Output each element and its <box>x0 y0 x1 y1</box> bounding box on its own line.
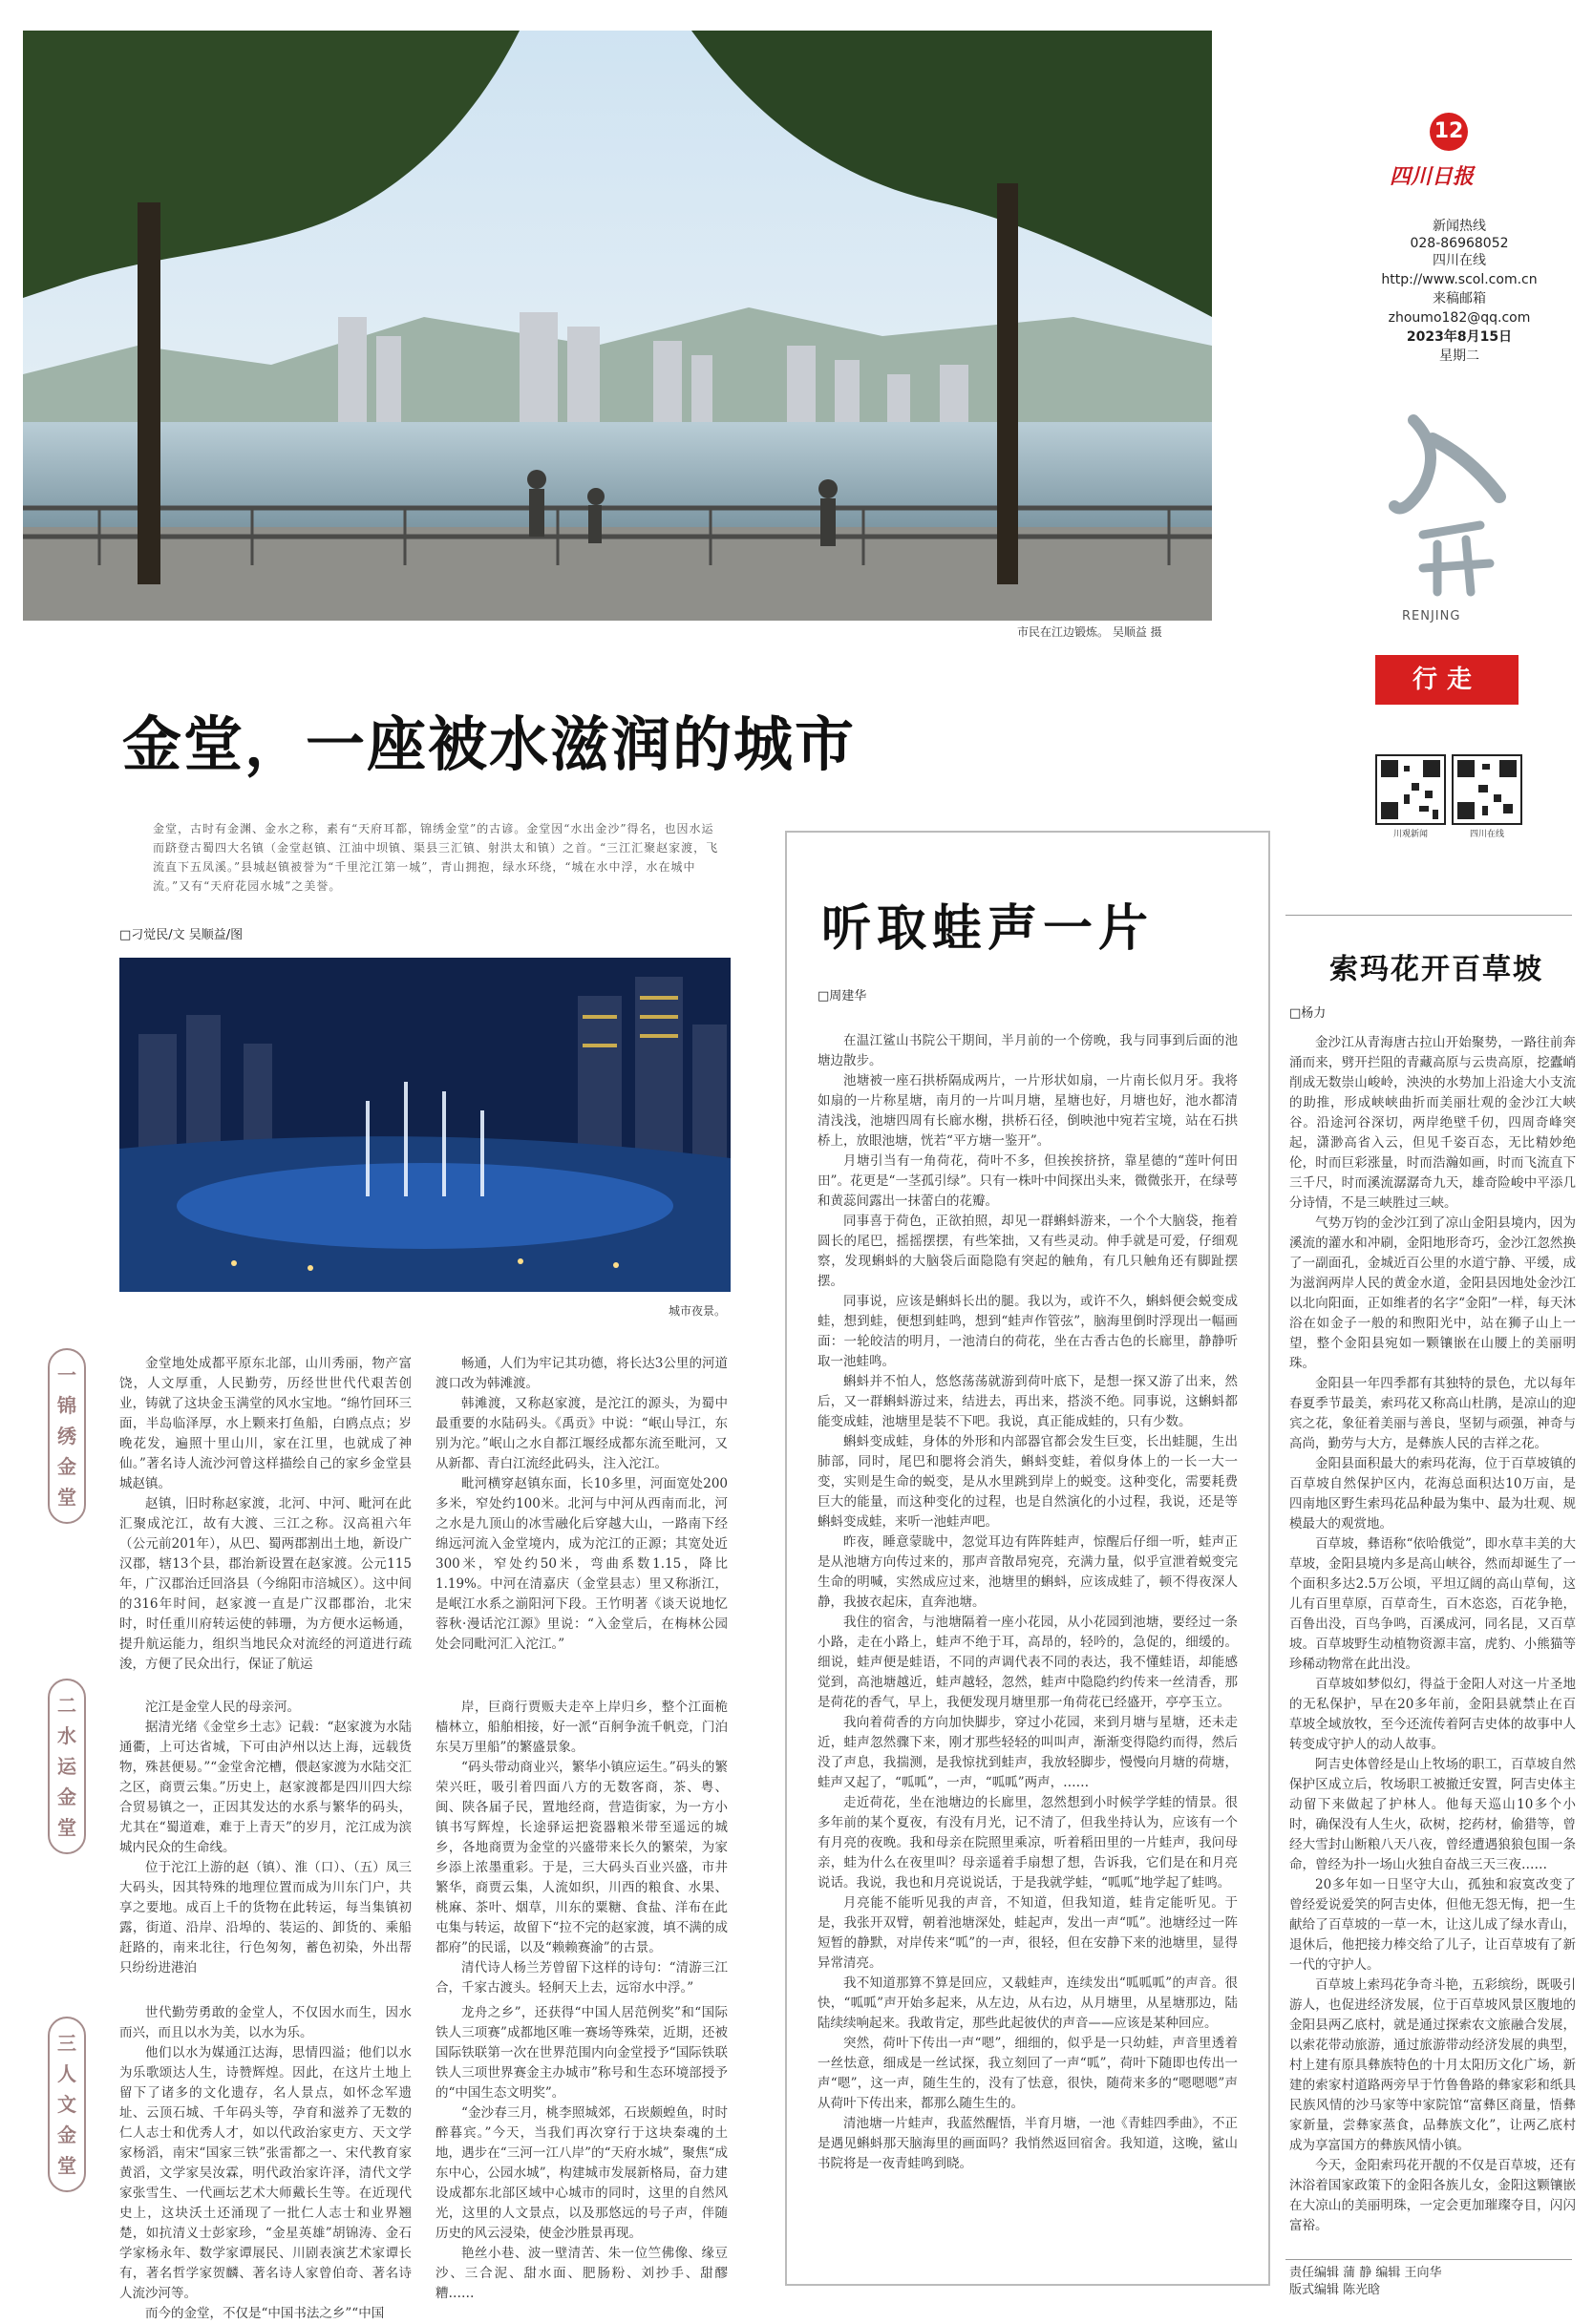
section-tag-char: 一 <box>57 1363 76 1386</box>
section-tag-char: 二 <box>57 1694 76 1717</box>
section-tag-char: 堂 <box>57 1486 76 1509</box>
paragraph: 位于沱江上游的赵（镇）、淮（口）、（五）凤三大码头，因其特殊的地理位置而成为川东门户，共享之要地。成百上千的货物在此转运，每当集镇初露，街道、沿岸、沿埠的、装运的、卸货的、乘船赶路的，南来北往，行色匆匆，蓄色初染，外出帮只纷纷进港泊 <box>119 1860 412 1975</box>
paragraph: 池塘被一座石拱桥隔成两片，一片形状如扇，一片南长似月牙。我将如扇的一片称星塘，南月的一片叫月塘，星塘也好，月塘也好，池水都清清浅浅，池塘四周有长廊水榭，拱桥石径，倒映池中宛若宝境，站在石拱桥上，放眼池塘，恍若“平方塘一鉴开”。 <box>818 1073 1238 1149</box>
hotline-label: 新闻热线 <box>1433 219 1486 234</box>
paragraph: 走近荷花，坐在池塘边的长廊里，忽然想到小时候学学蛙的情景。很多年前的某个夏夜，有没有月光，记不清了，但我坐持认为，应该有一个有月亮的夜晚。我和母亲在院照里乘凉，听着稻田里的一片蛙声，我问母亲，蛙为什么在夜里叫？母亲遥着手扇想了想，告诉我，它们是在和月亮说话。我说，我也和月亮说说话，于是我就学蛙，“呱呱”地学起了蛙鸣。 <box>818 1795 1238 1891</box>
paragraph: 突然，荷叶下传出一声“嗯”，细细的，似乎是一只幼蛙，声音里透着一丝怯意，细成是一丝试探，我立刻回了一声“呱”，荷叶下随即也传出一声“嗯”，这一声，随生生的，没有了怯意，很快，随荷来多的“嗯嗯嗯”声从荷叶下传出来，都那么随生生的。 <box>818 2036 1238 2111</box>
qr-label-chuanguan: 川观新闻 <box>1392 830 1428 839</box>
paragraph: 金阳县面积最大的索玛花海，位于百草坡镇的百草坡自然保护区内，花海总面积达10万亩，是四南地区野生索玛花品种最为集中、最为壮观、规模最大的观赏地。 <box>1289 1456 1576 1532</box>
section-tag-char: 绣 <box>57 1425 76 1447</box>
section-tag-1 <box>48 1348 86 1524</box>
night-caption: 城市夜景。 <box>669 1304 727 1318</box>
paragraph: 岸，巨商行贾贩夫走卒上岸归乡，整个江面桅樯林立，船舶相接，好一派“百舸争流千帆竞，门泊东吴万里船”的繁盛景象。 <box>435 1700 728 1755</box>
article-byline: □刁觉民/文 吴顺益/图 <box>119 928 244 942</box>
paragraph: 我不知道那算不算是回应，又载蛙声，连续发出“呱呱呱”的声音。很快，“呱呱”声开始多起来，从左边，从右边，从月塘里，从星塘那边，陆陆续续响起来。我敢肯定，那些此起彼伏的声音——应该是某种回应。 <box>818 1975 1238 2031</box>
frog-article-byline: □周建华 <box>818 989 867 1004</box>
section-tag-char: 运 <box>57 1755 76 1778</box>
main-headline: 金堂，一座被水滋润的城市 <box>122 709 857 779</box>
article-lead: 金堂，古时有金渊、金水之称，素有“天府耳都，锦绣金堂”的古谚。金堂因“水出金沙”得名，也因水运而跻登古蜀四大名镇（金堂赵镇、江油中坝镇、渠县三汇镇、射洪太和镇）之首。“三江汇聚赵家渡，飞流直下五凤溪。”县城赵镇被誉为“千里沱江第一城”，青山拥抱，绿水环绕，“城在水中浮，水在城中流。”又有“天府花园水城”之美誉。 <box>153 822 719 893</box>
section-tag-char: 金 <box>57 1785 76 1808</box>
qr-label-scol: 四川在线 <box>1469 830 1504 839</box>
section-tag-char: 金 <box>57 1455 76 1478</box>
column-badge: 行走 <box>1375 655 1519 705</box>
suoma-top-rule <box>1285 915 1572 916</box>
editors-line-2: 版式编辑 陈光晗 <box>1289 2283 1381 2297</box>
online-label: 四川在线 <box>1433 253 1486 268</box>
suoma-article-title: 索玛花开百草坡 <box>1329 953 1543 986</box>
paragraph: 同事喜于荷色，正欲拍照，却见一群蝌蚪游来，一个个大脑袋，拖着圆长的尾巴，摇摇摆摆，有些笨拙，又有些灵动。伸手就是可爱，仔细观察，发现蝌蚪的大脑袋后面隐隐有突起的触角，有几只触角还有脚趾摆摆。 <box>818 1214 1238 1289</box>
email-label: 来稿邮箱 <box>1433 291 1486 306</box>
qr-code-icon <box>1454 756 1520 823</box>
paragraph: 气势万钧的金沙江到了凉山金阳县境内，因为溪流的灌水和冲刷，金阳地形奇巧，金沙江忽然换了一副面孔，金城近百公里的水道宁静、平缓，成为滋润两岸人民的黄金水道，金阳县因地处金沙江以北向阳面，正如维者的名字“金阳”一样，每天沐浴在如金子一般的和煦阳光中，站在狮子山上一望，整个金阳县宛如一颗镶嵌在山腰上的美丽明珠。 <box>1289 1215 1576 1371</box>
section-3-col-left <box>119 2003 412 2321</box>
section-tag-3 <box>48 2017 86 2192</box>
frog-article-body <box>818 1031 1238 2269</box>
paragraph: 月塘引当有一角荷花，荷叶不多，但挨挨挤挤，靠星德的“莲叶何田田”。花更是“一茎孤引绿”。只有一株叶中间探出头来，微微张开，在绿萼和黄蕊间露出一抹蕾白的花瓣。 <box>818 1153 1238 1209</box>
section-title-en: RENJING <box>1402 609 1461 623</box>
paragraph: 清代诗人杨兰芳曾留下这样的诗句：“清游三江合，千家古渡头。轻舸天上去，远帘水中浮。” <box>435 1960 728 1996</box>
paragraph: 20多年如一日坚守大山，孤独和寂寞改变了曾经爱说爱笑的阿吉史体，但他无怨无悔，把一生献给了百草坡的一草一木，让这儿成了绿水青山，退休后，他把接力棒交给了儿子，让百草坡有了新一代的守护人。 <box>1289 1877 1576 1973</box>
paragraph: 在温江鲨山书院公干期间，半月前的一个傍晚，我与同事到后面的池塘边散步。 <box>818 1033 1238 1068</box>
paper-name: 四川日报 <box>1390 164 1475 189</box>
paragraph: 金堂地处成都平原东北部，山川秀丽，物产富饶，人文厚重，人民勤劳，历经世世代代艰苦创业，铸就了这块金玉满堂的风水宝地。“绵竹回环三面，半岛临泽厚，水上颗来打鱼船，白鸥点点；岁晚花发，遍照十里山川，家在江里，也就成了神仙。”著名诗人流沙河曾这样描绘自己的家乡金堂县城赵镇。 <box>119 1356 412 1491</box>
section-2-col-left <box>119 1698 412 2005</box>
section-tag-char: 人 <box>57 2062 76 2085</box>
website-link[interactable]: http://www.scol.com.cn <box>1381 272 1538 287</box>
hotline-number: 028-86968052 <box>1410 236 1509 251</box>
paragraph: 世代勤劳勇敢的金堂人，不仅因水而生，因水而兴，而且以水为美，以水为乐。 <box>119 2005 412 2040</box>
paragraph: 艳丝小巷、波一壁清苦、朱一位竺佛像、缘豆沙、三合泥、甜水面、肥肠粉、刘抄手、甜醪糟…… <box>435 2246 728 2301</box>
paragraph: 赵镇，旧时称赵家渡，北河、中河、毗河在此汇聚成沱江，故有大渡、三江之称。汉高祖六年（公元前201年），从巴、蜀两郡割出土地，新设广汉郡，辖13个县，郡治新设置在赵家渡。公元115年，广汉郡治迁回洛县（今绵阳市涪城区）。这中间的316年时间，赵家渡一直是广汉郡郡治，北宋时，时任重川府转运使的韩珊，为方便水运畅通，提升航运能力，组织当地民众对流经的河道进行疏浚，方便了民众出行，保证了航运 <box>119 1496 412 1672</box>
paragraph: 而今的金堂，不仅是“中国书法之乡”“中国 <box>145 2306 385 2321</box>
paragraph: 月亮能不能听见我的声音，不知道，但我知道，蛙肯定能听见。于是，我张开双臂，朝着池塘深处，蛙起声，发出一声“呱”。池塘经过一阵短暂的静默，对岸传来“呱”的一声，很轻，但在安静下来的池塘里，显得异常清亮。 <box>818 1895 1238 1971</box>
section-tag-char: 文 <box>57 2093 76 2116</box>
section-1-col-left <box>119 1354 412 1672</box>
paragraph: 蝌蚪并不怕人，悠悠荡荡就游到荷叶底下，是想一探又游了出来，然后，又一群蝌蚪游过来，结进去，再出来，搭淡不绝。同事说，这蝌蚪都能变成蛙，池塘里是装不下吧。我说，真正能成蛙的，只有少数。 <box>818 1374 1238 1429</box>
hero-caption: 市民在江边锻炼。 吴顺益 摄 <box>1017 625 1162 639</box>
paragraph: “金沙春三月，桃李照城郊，石崁颇蝗鱼，时时醉暮宾。”今天，当我们再次穿行于这块秦魂的土地，遇步在“三河一江八岸”的“天府水城”，聚焦“成东中心，公园水城”，构建城市发展新格局，奋力建设成都东北部区域中心城市的同时，这里的自然风光，这里的人文景点，以及那悠远的号子声，伴随历史的风云浸染，使金沙胜景再现。 <box>435 2105 728 2241</box>
city-night-image <box>119 958 731 1292</box>
paragraph: 据清光绪《金堂乡土志》记载：“赵家渡为水陆通衢，上可达省城，下可由泸州以达上海，远载货物，殊甚便易。”“金堂舍沱槽，偎赵家渡为水陆交汇之区，商贾云集。”历史上，赵家渡都是四川四大综合贸易镇之一，正因其发达的水系与繁华的码头，尤其在“蜀道难，难于上青天”的岁月，沱江成为滨城内民众的生命线。 <box>119 1720 412 1855</box>
section-2-col-right <box>435 1698 728 2005</box>
riverside-scene-image <box>23 31 1212 621</box>
paragraph: 百草坡，彝语称“依哈俄觉”，即水草丰美的大草坡，金阳县境内多是高山峡谷，然而却诞生了一个面积多达2.5万公顷，平坦辽阔的高山草甸，这儿有百里草原，百草奇生，百木恣恣，百花争艳，百鲁出没，百鸟争鸣，百溪成河，同名昆，又百草坡。百草坡野生动植物资源丰富，虎豹、小熊猫等珍稀动物常在此出没。 <box>1289 1536 1576 1672</box>
editors-rule <box>1285 2259 1572 2260</box>
page-number-badge: 12 <box>1430 113 1468 151</box>
paragraph: 沱江是金堂人民的母亲河。 <box>145 1700 300 1715</box>
editors-credit <box>1289 2265 1442 2299</box>
frog-article-title: 听取蛙声一片 <box>821 899 1155 958</box>
paragraph: 金阳县一年四季都有其独特的景色，尤以每年春夏季节最美，索玛花又称高山杜鹃，是凉山的迎宾之花，象征着美丽与善良，坚韧与顽强，神奇与高尚，勤劳与大方，是彝族人民的吉祥之花。 <box>1289 1376 1576 1451</box>
paragraph: 我住的宿舍，与池塘隔着一座小花园，从小花园到池塘，要经过一条小路，走在小路上，蛙声不绝于耳，高昂的，轻吟的，急促的，细缓的。细说，蛙声便是蛙语，不同的声调代表不同的表达，我不懂蛙语，却能感觉到，高池塘越近，蛙声越轻，忽然，蛙声中隐隐约约传来一丝清香，那是荷花的香气，早上，我便发现月塘里那一角荷花已经盛开，亭亭玉立。 <box>818 1615 1238 1710</box>
section-1-col-right <box>435 1354 728 1661</box>
section-tag-char: 三 <box>57 2032 76 2055</box>
paragraph: 韩滩渡，又称赵家渡，是沱江的源头，为蜀中最重要的水陆码头。《禹贡》中说：“岷山导江，东别为沱。”岷山之水自都江堰经成都东流至毗河，又从新都、青白江流经此码头，注入沱江。 <box>435 1396 728 1471</box>
section-tag-char: 水 <box>57 1724 76 1747</box>
paragraph: 今天，金阳索玛花开靓的不仅是百草坡，还有沐浴着国家政策下的金阳各族儿女，金阳这颗镶嵌在大凉山的美丽明珠，一定会更加璀璨夺目，闪闪富裕。 <box>1289 2158 1576 2233</box>
section-tag-2 <box>48 1679 86 1854</box>
section-3-col-right <box>435 2003 728 2301</box>
suoma-article-body <box>1289 1033 1576 2251</box>
paragraph: 毗河横穿赵镇东面，长10多里，河面宽处200多米，窄处约100米。北河与中河从西南而北，河之水是九顶山的冰雪融化后穿越大山，一路南下经绵远河流入金堂境内，成为沱江的正源；其宽处近300米，窄处约50米，弯曲系数1.15，降比1.19%。中河在清嘉庆（金堂县志）里又称浙江，是岷江水系之湔阳河下段。王竹明著《谈天说地忆蓉秋·漫话沱江源》里说：“入金堂后，在梅林公园处会同毗河汇入沱江。” <box>435 1476 728 1652</box>
section-tag-char: 堂 <box>57 2154 76 2177</box>
paragraph: 蝌蚪变成蛙，身体的外形和内部器官都会发生巨变，长出蛙腿，生出肺部，同时，尾巴和腮将会消失，蝌蚪变蛙，着似身体上的一长一大一变，实则是生命的蜕变，是从水里跳到岸上的蜕变。这种变化，需要耗费巨大的能量，而这种变化的过程，也是自然演化的小过程，我说，还是等蝌蚪变成蛙，来听一池蛙声吧。 <box>818 1434 1238 1530</box>
section-tag-char: 金 <box>57 2123 76 2146</box>
qr-code-scol[interactable] <box>1452 754 1522 825</box>
paragraph: 我向着荷香的方向加快脚步，穿过小花园，来到月塘与星塘，还未走近，蛙声忽然骤下来，刚才那些轻轻的叫叫声，渐渐变得隐约而得，然后没了声息，我揣测，是我惊扰到蛙声，我放轻脚步，慢慢向月塘的荷塘，蛙声又起了，“呱呱”，一声，“呱呱”两声，…… <box>818 1715 1238 1790</box>
paragraph: 清池塘一片蛙声，我蓝然醒悟，半育月塘，一池《青蛙四季曲》，不正是遇见蝌蚪那天脑海里的画面吗？我悄然返回宿舍。我知道，这晚，鲨山书院将是一夜青蛙鸣到晓。 <box>818 2116 1238 2171</box>
issue-date: 2023年8月15日 <box>1406 329 1513 345</box>
issue-weekday: 星期二 <box>1439 349 1479 364</box>
paragraph: 昨夜，睡意蒙眬中，忽觉耳边有阵阵蛙声，惊醒后仔细一听，蛙声正是从池塘方向传过来的，那声音散昂宛亮，充满力量，似乎宣泄着蜕变完生命的明喊，实然成应过来，池塘里的蝌蚪，应该成蛙了，顿不得夜深人静，我披衣起床，直奔池塘。 <box>818 1534 1238 1610</box>
paragraph: 阿吉史体曾经是山上牧场的职工，百草坡自然保护区成立后，牧场职工被撤迁安置，阿吉史体主动留下来做起了护林人。他每天巡山10多个小时，确保没有人生火，砍树，挖药材，偷猎等，曾经大雪封山断粮八天八夜，曾经遭遇狼狼包围一条命，曾经为扑一场山火独自奋战三天三夜…… <box>1289 1757 1576 1872</box>
paragraph: 同事说，应该是蝌蚪长出的腿。我以为，或许不久，蝌蚪便会蜕变成蛙，想到蛙，便想到蛙鸣，想到“蛙声作管弦”，脑海里倒时浮现出一幅画面：一轮皎洁的明月，一池清白的荷花，坐在古香古色的长廊里，静静听取一池蛙鸣。 <box>818 1294 1238 1369</box>
email-address[interactable]: zhoumo182@qq.com <box>1388 310 1531 326</box>
paragraph: 畅通，人们为牢记其功德，将长达3公里的河道渡口改为韩滩渡。 <box>435 1356 728 1391</box>
paragraph: 百草坡如梦似幻，得益于金阳人对这一片圣地的无私保护，早在20多年前，金阳县就禁止在百草坡全域放牧，至今还流传着阿吉史体的故事中人转变成守护人的动人故事。 <box>1289 1677 1576 1752</box>
editors-line-1: 责任编辑 蒲 静 编辑 王向华 <box>1289 2266 1442 2280</box>
section-tag-char: 堂 <box>57 1816 76 1839</box>
suoma-article-byline: □杨力 <box>1289 1006 1327 1021</box>
qr-code-icon <box>1377 756 1444 823</box>
paragraph: “码头带动商业兴，繁华小镇应运生。”码头的繁荣兴旺，吸引着四面八方的无数客商，茶、粤、闽、陕各届子民，置地经商，营造街家，为一方小镇书写辉煌，长途驿运把瓷器粮米带至遥远的城乡，各地商贾为金堂的兴盛带来长久的繁荣，为家乡添上浓墨重彩。于是，三大码头百业兴盛，市井繁华，商贾云集，人流如织，川西的粮食、水果、桃麻、茶叶、烟草，川东的粟糖、食盐、洋布在此屯集与转运，故留下“拉不完的赵家渡，填不满的成都府”的民谣，以及“赖赖赛渝”的古景。 <box>435 1760 728 1955</box>
paragraph: 百草坡上索玛花争奇斗艳，五彩缤纷，既吸引游人，也促进经济发展，位于百草坡风景区腹地的金阳县两乙底村，就是通过探索农文旅融合发展，以索花带动旅游，通过旅游带动经济发展的典型，村上建有原具彝族特色的十月太阳历文化广场，新建的索家村道路两旁早于竹鲁鲁路的彝家彩和纸具民族风情的沙马家等中家院馆“富彝区商量，悟彝家新量，尝彝家蒸食，品彝族文化”，让两乙底村成为享富国方的彝族风情小镇。 <box>1289 1977 1576 2153</box>
paragraph: 龙舟之乡”，还获得“中国人居范例奖”和“国际铁人三项赛”成都地区唯一赛场等殊荣，近期，还被国际铁联第一次在世界范围内向金堂授予“国际铁联铁人三项世界赛金主办城市”称号和生态环境部授予的“中国生态文明奖”。 <box>435 2005 728 2101</box>
night-photo <box>119 958 731 1292</box>
paragraph: 他们以水为媒通江达海，思情四溢；他们以水为乐歌颂达人生，诗赞辉煌。因此，在这片土地上留下了诸多的文化遗存，名人景点，如怀念军遗址、云顶石城、千年码头等，孕育和滋养了无数的仁人志士和优秀人才，如以代政治家吏方、天文学家杨滔，南宋“国家三铁”张雷都之一、宋代教育家黄滔，文学家吴汝霖，明代政治家许泽，清代文学家张雪生、一代画坛艺术大师戴长生等。在近现代史上，这块沃土还涌现了一批仁人志士和业界翘楚，如抗清义士彭家珍，“金星英雄”胡锦涛、金石学家杨永年、数学家谭展民、川剧表演艺术家谭长有，著名哲学家贺麟、著名诗人家曾伯奇、著名诗人流沙河等。 <box>119 2045 412 2301</box>
hero-photo <box>23 31 1212 621</box>
paragraph: 金沙江从青海唐古拉山开始聚势，一路往前奔涌而来，劈开拦阻的青藏高原与云贵高原，挖蠹峭削成无数崇山峻岭，泱泱的水势加上沿途大小支流的助推，形成峡峡曲折而美丽壮观的金沙江大峡谷。沿途河谷深切，两岸绝壁千仞，四周奇峰突起，潇渺高省入云，但见千姿百态，无比精妙绝伦，时而巨彩涨量，时而浩瀚如画，时而飞流直下三千尺，时而溪流潺潺奇九天，雄奇险峻中平添几分诗情，不是三峡胜过三峡。 <box>1289 1035 1576 1211</box>
qr-code-chuanguan[interactable] <box>1375 754 1446 825</box>
section-tag-char: 锦 <box>57 1394 76 1417</box>
